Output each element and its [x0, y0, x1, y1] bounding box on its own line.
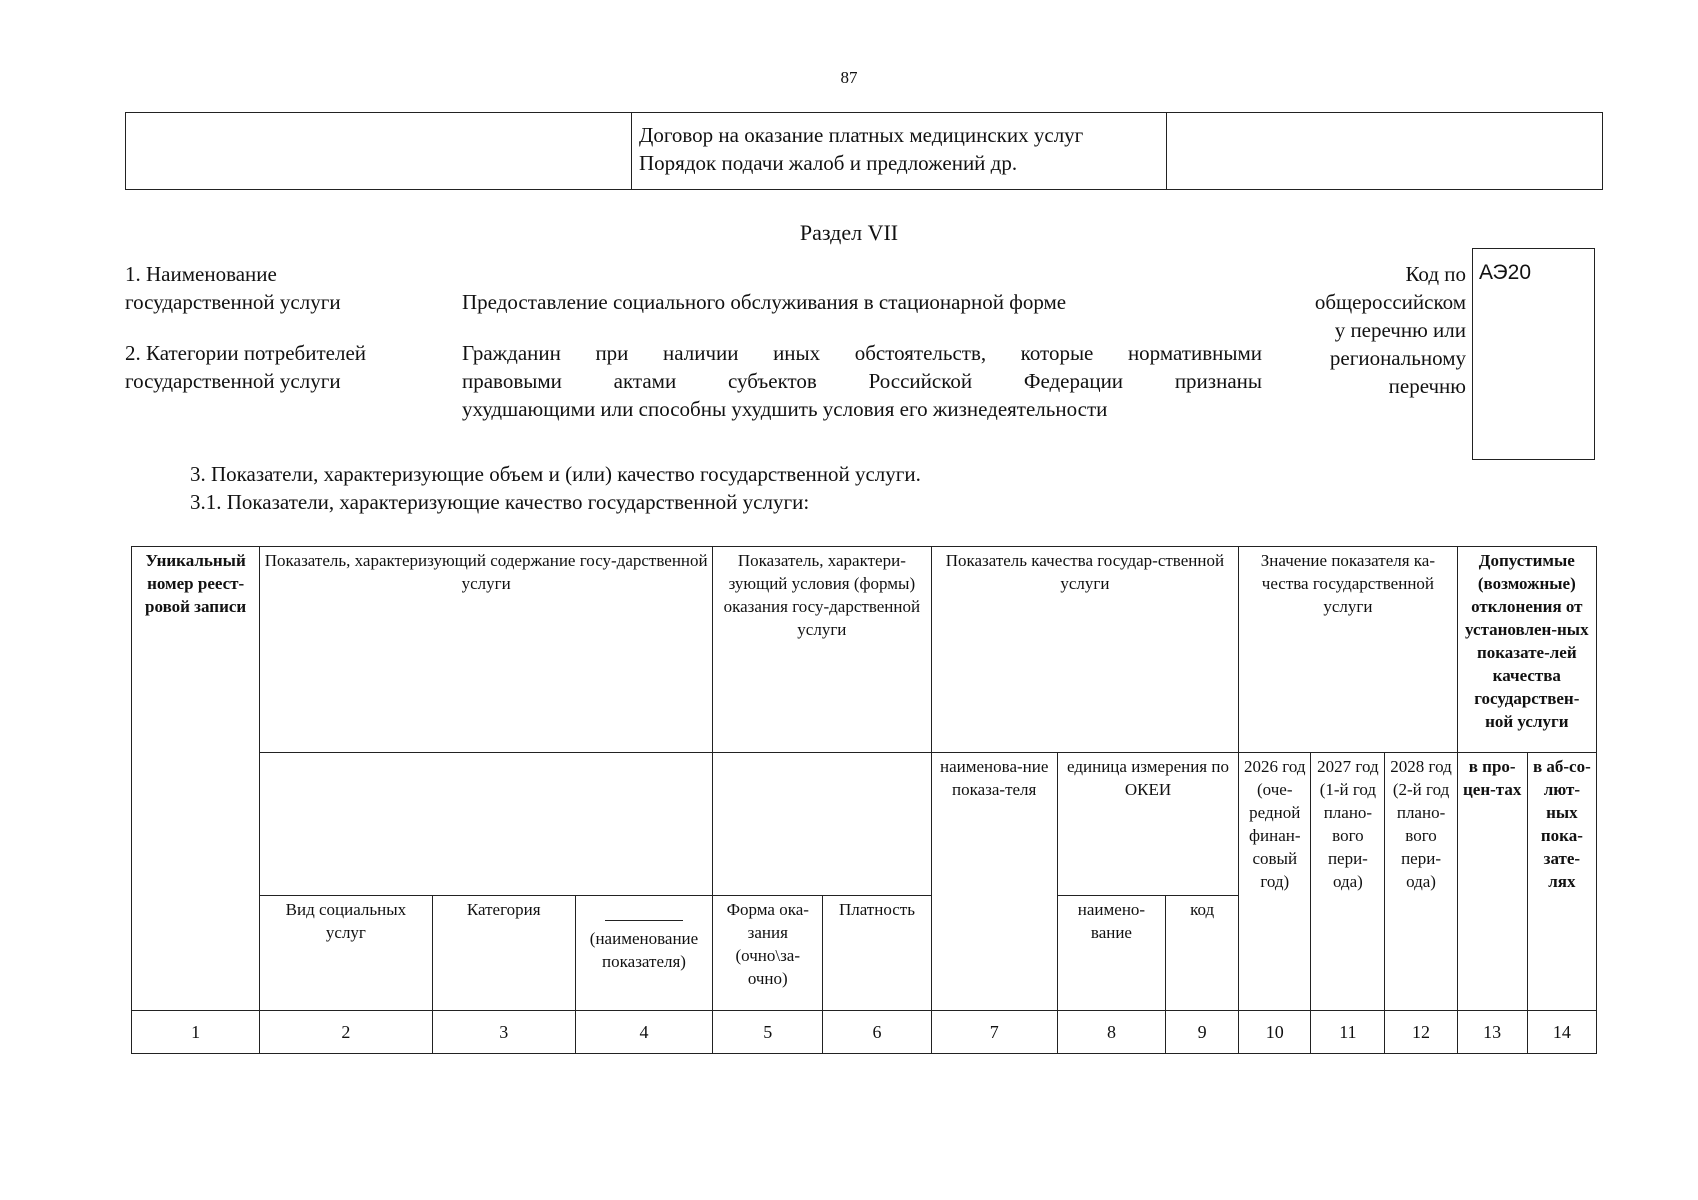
header-allowed-deviation: Допустимые (возможные) отклонения от установлен-ных показате-лей качества государствен-ной услуги [1457, 547, 1596, 753]
service-name-label-line-1: 1. Наименование [125, 262, 277, 286]
header-conditions-indicator: Показатель, характери-зующий условия (формы) оказания госу-дарственной услуги [713, 547, 931, 753]
service-name-label-line-2: государственной услуги [125, 290, 341, 314]
blank-underline [605, 898, 683, 921]
consumer-category-value [462, 339, 1262, 423]
consumer-category-label-line-1: 2. Категории потребителей [125, 341, 366, 365]
header-content-indicator: Показатель, характеризующий содержание госу-дарственной услуги [260, 547, 713, 753]
page-number: 87 [840, 68, 858, 87]
column-number: 10 [1239, 1011, 1311, 1054]
header-unit-name: наимено-вание [1057, 896, 1165, 1011]
service-name-label [125, 260, 341, 316]
column-number: 3 [432, 1011, 575, 1054]
column-number: 11 [1311, 1011, 1385, 1054]
column-number: 8 [1057, 1011, 1165, 1054]
column-number: 13 [1457, 1011, 1527, 1054]
code-label-line-1: Код по [1405, 262, 1466, 286]
column-number: 6 [823, 1011, 931, 1054]
header-category: Категория [432, 896, 575, 1011]
content-indicator-spacer [260, 753, 713, 896]
header-form: Форма ока-зания (очно\за-очно) [713, 896, 823, 1011]
header-payment: Платность [823, 896, 931, 1011]
header-naming-text: (наименование показателя) [589, 929, 699, 971]
top-table-line-1: Договор на оказание платных медицинских услуг [639, 123, 1084, 147]
header-in-percent: в про-цен-тах [1457, 753, 1527, 1011]
conditions-indicator-spacer [713, 753, 931, 896]
section-title: Раздел VII [799, 220, 899, 245]
code-label-line-5: перечню [1388, 374, 1466, 398]
header-naming [575, 896, 712, 1011]
header-unit-code: код [1166, 896, 1239, 1011]
service-name-value: Предоставление социального обслуживания в стационарной форме [462, 290, 1067, 314]
heading-3: 3. Показатели, характеризующие объем и (или) качество государственной услуги. [190, 462, 921, 486]
header-in-absolute: в аб-со-лют-ных пока-зате-лях [1527, 753, 1596, 1011]
top-table-cell-empty-right [1167, 113, 1603, 190]
code-box [1472, 248, 1595, 460]
header-unit-okei: единица измерения по ОКЕИ [1057, 753, 1238, 896]
top-table-cell-empty-left [126, 113, 632, 190]
top-table-line-2: Порядок подачи жалоб и предложений др. [639, 151, 1018, 175]
column-number: 9 [1166, 1011, 1239, 1054]
code-label [1270, 260, 1466, 400]
column-number: 7 [931, 1011, 1057, 1054]
code-label-line-3: у перечню или [1334, 318, 1466, 342]
header-quality-indicator: Показатель качества государ-ственной услуги [931, 547, 1239, 753]
consumer-category-line-2: правовыми актами субъектов Российской Федерации признаны [462, 369, 1262, 393]
header-indicator-value: Значение показателя ка-чества государственной услуги [1239, 547, 1457, 753]
consumer-category-label-line-2: государственной услуги [125, 369, 341, 393]
consumer-category-label [125, 339, 366, 395]
column-number: 5 [713, 1011, 823, 1054]
heading-3-1: 3.1. Показатели, характеризующие качество государственной услуги: [190, 490, 810, 514]
code-label-line-4: региональному [1329, 346, 1466, 370]
column-number: 2 [260, 1011, 432, 1054]
consumer-category-line-3: ухудшающими или способны ухудшить условия его жизнедеятельности [462, 397, 1108, 421]
column-number: 14 [1527, 1011, 1596, 1054]
column-number: 1 [132, 1011, 260, 1054]
header-year-2027: 2027 год (1-й год плано-вого пери-ода) [1311, 753, 1385, 1011]
code-label-line-2: общероссийском [1314, 290, 1466, 314]
header-indicator-name: наименова-ние показа-теля [931, 753, 1057, 1011]
header-year-2026: 2026 год (оче-редной финан-совый год) [1239, 753, 1311, 1011]
code-value: АЭ20 [1479, 261, 1531, 284]
quality-indicators-table [131, 546, 1597, 1054]
top-table-cell-text [632, 113, 1167, 190]
consumer-category-line-1: Гражданин при наличии иных обстоятельств, которые нормативными [462, 341, 1262, 365]
header-unique-number: Уникальный номер реест-ровой записи [132, 547, 260, 1011]
column-number: 4 [575, 1011, 712, 1054]
top-table [125, 112, 1603, 190]
header-kind-of-services: Вид социальных услуг [260, 896, 432, 1011]
header-year-2028: 2028 год (2-й год плано-вого пери-ода) [1385, 753, 1457, 1011]
column-number: 12 [1385, 1011, 1457, 1054]
